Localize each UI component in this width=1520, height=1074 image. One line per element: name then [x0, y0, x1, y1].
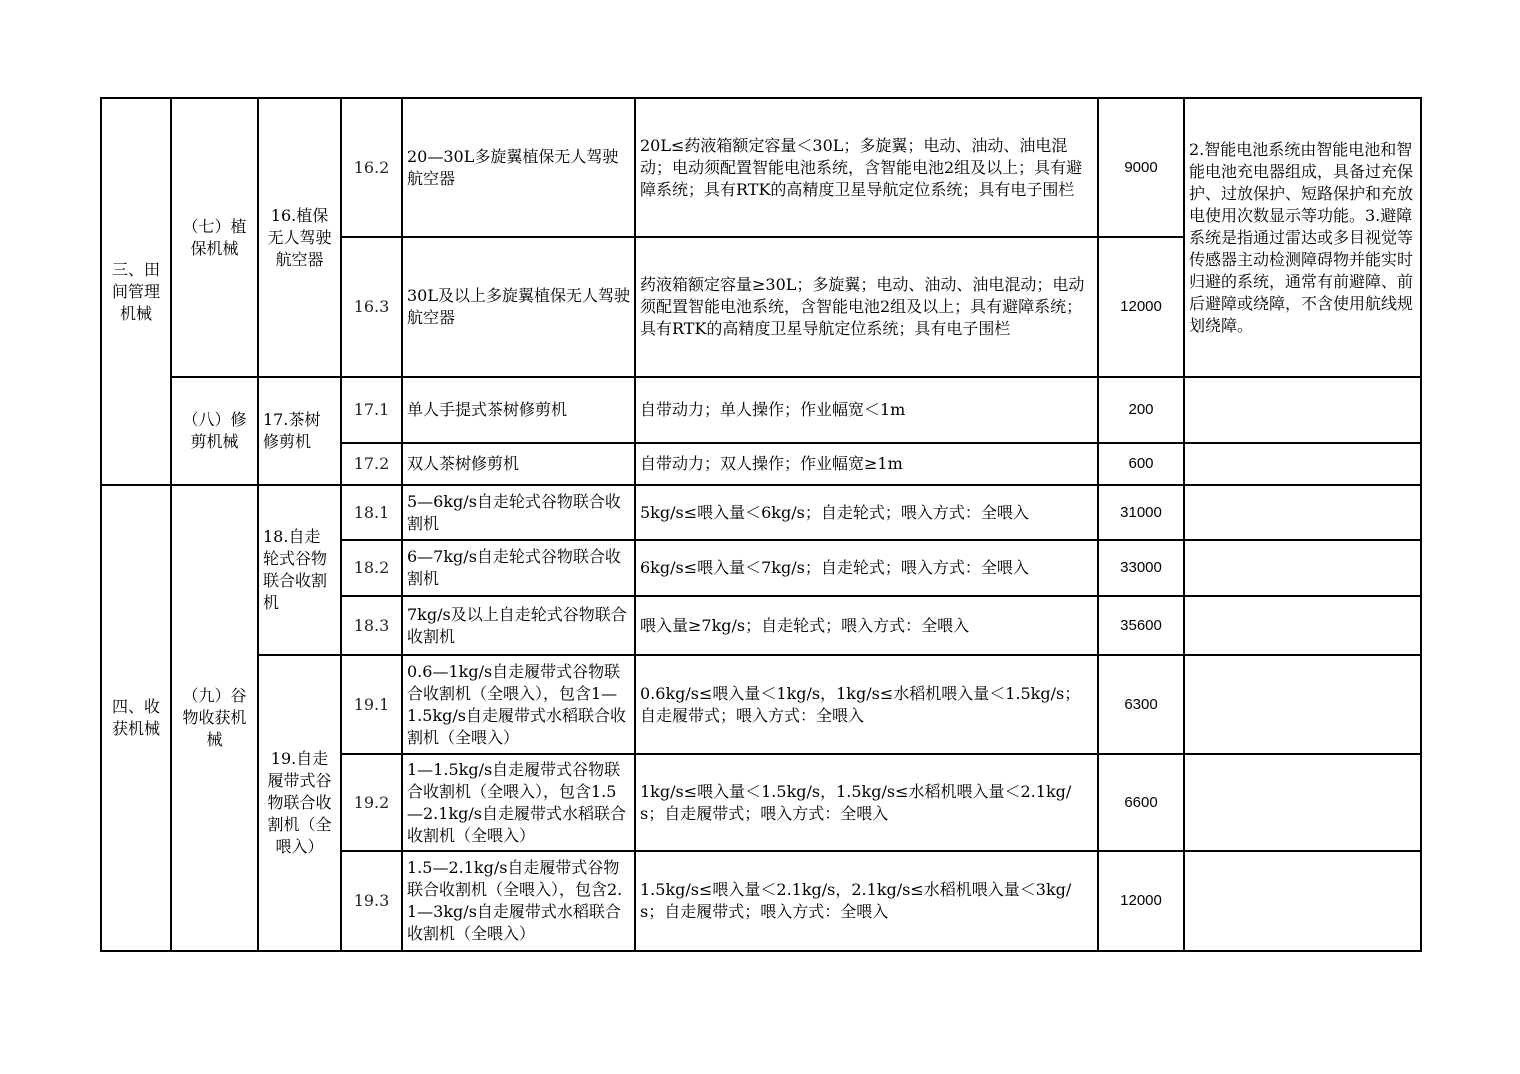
item-name: 1.5—2.1kg/s自走履带式谷物联合收割机（全喂入），包含2.1—3kg/s自走履带式水稻联合收割机（全喂入）: [402, 851, 635, 951]
subsidy-amount: 12000: [1098, 851, 1184, 951]
item-id: 18.2: [341, 540, 402, 596]
item-spec: 自带动力；双人操作；作业幅宽≥1m: [635, 443, 1098, 485]
subsidy-amount: 9000: [1098, 98, 1184, 237]
table-row: [101, 485, 1421, 540]
item-id: 17.1: [341, 377, 402, 443]
item-spec: 喂入量≥7kg/s；自走轮式；喂入方式：全喂入: [635, 596, 1098, 655]
category-cell: 三、田间管理机械: [101, 98, 171, 485]
subsidy-amount: 200: [1098, 377, 1184, 443]
subsidy-amount: 6600: [1098, 754, 1184, 851]
remarks-cell: [1184, 377, 1421, 443]
subsidy-amount: 6300: [1098, 655, 1184, 754]
item-name: 7kg/s及以上自走轮式谷物联合收割机: [402, 596, 635, 655]
item-name: 单人手提式茶树修剪机: [402, 377, 635, 443]
item-cell: 16.植保无人驾驶航空器: [258, 98, 341, 377]
item-spec: 5kg/s≤喂入量＜6kg/s；自走轮式；喂入方式：全喂入: [635, 485, 1098, 540]
item-name: 5—6kg/s自走轮式谷物联合收割机: [402, 485, 635, 540]
subsidy-amount: 600: [1098, 443, 1184, 485]
item-spec: 药液箱额定容量≥30L；多旋翼；电动、油动、油电混动；电动须配置智能电池系统，含智能电池2组及以上；具有避障系统；具有RTK的高精度卫星导航定位系统；具有电子围栏: [635, 237, 1098, 377]
item-name: 1—1.5kg/s自走履带式谷物联合收割机（全喂入），包含1.5—2.1kg/s自走履带式水稻联合收割机（全喂入）: [402, 754, 635, 851]
item-spec: 6kg/s≤喂入量＜7kg/s；自走轮式；喂入方式：全喂入: [635, 540, 1098, 596]
subcategory-cell: （七）植保机械: [171, 98, 258, 377]
table-row: [101, 98, 1421, 237]
subsidy-amount: 33000: [1098, 540, 1184, 596]
item-id: 18.3: [341, 596, 402, 655]
item-id: 19.3: [341, 851, 402, 951]
item-id: 19.1: [341, 655, 402, 754]
subcategory-cell: （八）修剪机械: [171, 377, 258, 485]
item-name: 0.6—1kg/s自走履带式谷物联合收割机（全喂入），包含1—1.5kg/s自走履带式水稻联合收割机（全喂入）: [402, 655, 635, 754]
item-spec: 1.5kg/s≤喂入量＜2.1kg/s，2.1kg/s≤水稻机喂入量＜3kg/s；自走履带式；喂入方式：全喂入: [635, 851, 1098, 951]
remarks-cell: [1184, 443, 1421, 485]
table-row: [101, 655, 1421, 754]
item-id: 16.2: [341, 98, 402, 237]
item-id: 17.2: [341, 443, 402, 485]
remarks-cell: [1184, 596, 1421, 655]
item-name: 30L及以上多旋翼植保无人驾驶航空器: [402, 237, 635, 377]
subsidy-amount: 35600: [1098, 596, 1184, 655]
item-cell: 18.自走轮式谷物联合收割机: [258, 485, 341, 655]
table-row: [101, 377, 1421, 443]
subsidy-table: [100, 97, 1422, 952]
item-name: 双人茶树修剪机: [402, 443, 635, 485]
subsidy-amount: 31000: [1098, 485, 1184, 540]
item-name: 6—7kg/s自走轮式谷物联合收割机: [402, 540, 635, 596]
remarks-cell: [1184, 485, 1421, 540]
item-id: 18.1: [341, 485, 402, 540]
remarks-cell: [1184, 655, 1421, 754]
item-spec: 0.6kg/s≤喂入量＜1kg/s，1kg/s≤水稻机喂入量＜1.5kg/s；自走履带式；喂入方式：全喂入: [635, 655, 1098, 754]
item-cell: 17.茶树修剪机: [258, 377, 341, 485]
remarks-cell: 2.智能电池系统由智能电池和智能电池充电器组成，具备过充保护、过放保护、短路保护和充放电使用次数显示等功能。3.避障系统是指通过雷达或多目视觉等传感器主动检测障碍物并能实时归避的系统，通常有前避障、前后避障或绕障，不含使用航线规划绕障。: [1184, 98, 1421, 377]
category-cell: 四、收获机械: [101, 485, 171, 951]
item-spec: 20L≤药液箱额定容量＜30L；多旋翼；电动、油动、油电混动；电动须配置智能电池系统，含智能电池2组及以上；具有避障系统；具有RTK的高精度卫星导航定位系统；具有电子围栏: [635, 98, 1098, 237]
item-id: 16.3: [341, 237, 402, 377]
item-spec: 1kg/s≤喂入量＜1.5kg/s，1.5kg/s≤水稻机喂入量＜2.1kg/s；自走履带式；喂入方式：全喂入: [635, 754, 1098, 851]
item-name: 20—30L多旋翼植保无人驾驶航空器: [402, 98, 635, 237]
item-cell: 19.自走履带式谷物联合收割机（全喂入）: [258, 655, 341, 951]
remarks-cell: [1184, 851, 1421, 951]
subsidy-amount: 12000: [1098, 237, 1184, 377]
item-id: 19.2: [341, 754, 402, 851]
subcategory-cell: （九）谷物收获机械: [171, 485, 258, 951]
remarks-cell: [1184, 754, 1421, 851]
remarks-cell: [1184, 540, 1421, 596]
item-spec: 自带动力；单人操作；作业幅宽＜1m: [635, 377, 1098, 443]
